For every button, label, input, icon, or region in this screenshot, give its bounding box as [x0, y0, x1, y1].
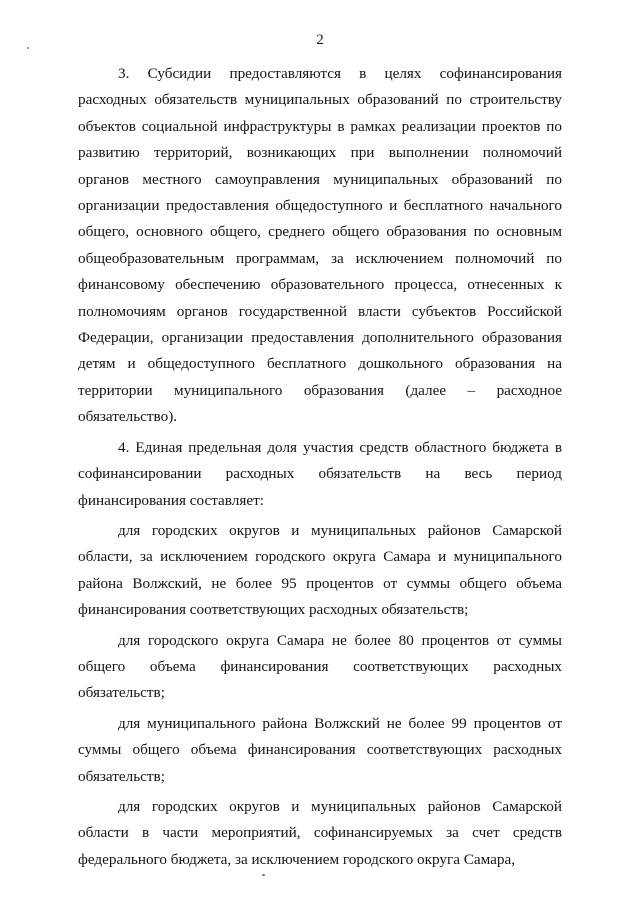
scan-speck	[262, 874, 265, 876]
scan-speck	[27, 47, 29, 49]
document-body	[78, 61, 562, 877]
paragraph-share-samara-80: для городского округа Самара не более 80 процентов от суммы общего объема финансирования соответствующих расходных обязательств;	[78, 631, 562, 702]
paragraph-share-federal-cofinancing: для городских округов и муниципальных районов Самарской области в части мероприятий, софинансируемых за счет средств федерального бюджета, за исключением городского округа Самара,	[78, 797, 562, 868]
paragraph-4-max-share: 4. Единая предельная доля участия средств областного бюджета в софинансировании расходных обязательств на весь период финансирования составляет:	[78, 438, 562, 509]
page-number: 2	[316, 32, 324, 48]
paragraph-share-volzhsky-99: для муниципального района Волжский не более 99 процентов от суммы общего объема финансирования соответствующих расходных обязательств;	[78, 714, 562, 785]
paragraph-share-districts-95: для городских округов и муниципальных районов Самарской области, за исключением городского округа Самара и муниципального района Волжский, не более 95 процентов от суммы общего объема финансирования соответствующих расходных обязательств;	[78, 521, 562, 619]
paragraph-3-subsidies-purpose: 3. Субсидии предоставляются в целях софинансирования расходных обязательств муниципальных образований по строительству объектов социальной инфраструктуры в рамках реализации проектов по развитию территорий, возникающих при выполнении полномочий органов местного самоуправления муниципальных образований по организации предоставления общедоступного и бесплатного начального общего, основного общего, среднего общего образования по основным общеобразовательным программам, за исключением полномочий по финансовому обеспечению образовательного процесса, отнесенных к полномочиям органов государственной власти субъектов Российской Федерации, организации предоставления дополнительного образования детям и общедоступного бесплатного дошкольного образования на территории муниципального образования (далее – расходное обязательство).	[78, 65, 562, 426]
